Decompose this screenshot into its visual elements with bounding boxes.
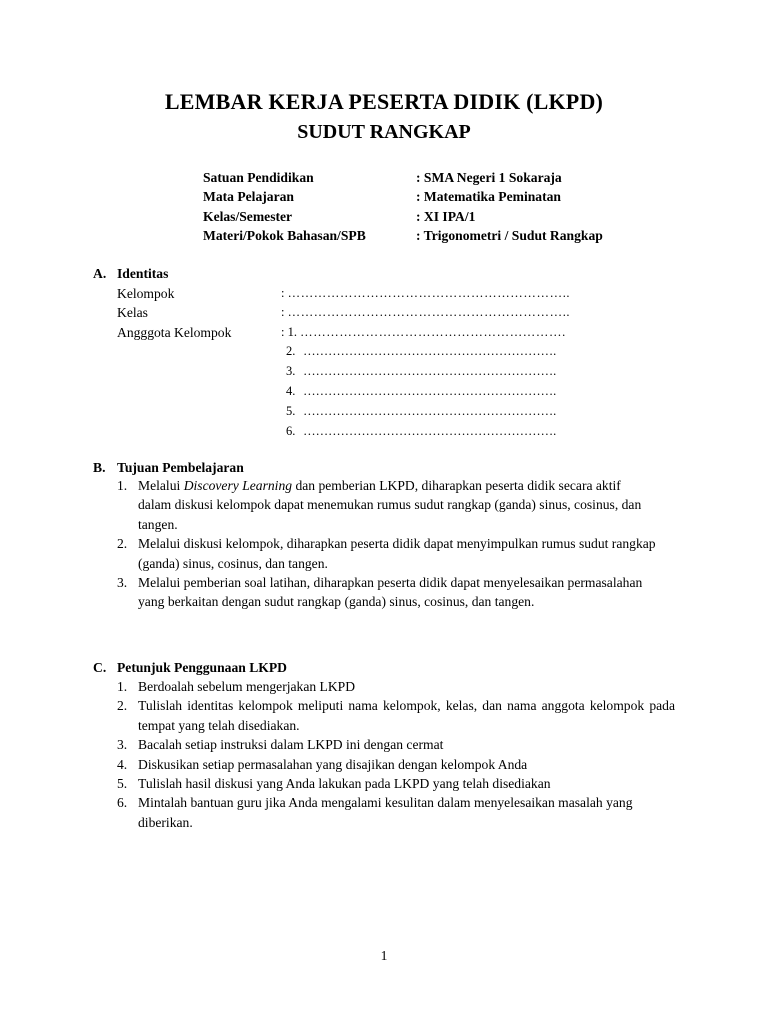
item-number: 3. (117, 737, 128, 753)
section-title: Tujuan Pembelajaran (117, 460, 244, 475)
identity-colon: : 1. (281, 324, 297, 339)
member-fill-blank[interactable] (286, 382, 556, 401)
document-title: LEMBAR KERJA PESERTA DIDIK (LKPD) (164, 89, 604, 114)
list-item (117, 755, 675, 774)
item-text: Mintalah bantuan guru jika Anda mengalami kesulitan dalam menyelesaikan masalah yang diberikan. (138, 795, 633, 830)
identity-row-kelompok (117, 284, 617, 303)
document-subtitle: SUDUT RANGKAP (297, 121, 471, 143)
list-item (117, 735, 675, 754)
meta-label: Mata Pelajaran (203, 189, 294, 205)
section-title: Identitas (117, 266, 169, 281)
item-number: 2. (117, 536, 128, 552)
identity-row-anggota (117, 323, 617, 342)
item-text-emphasis: Discovery Learning (183, 478, 293, 493)
identity-fields (117, 284, 617, 438)
meta-value: : XI IPA/1 (416, 208, 476, 224)
item-text: Melalui pemberian soal latihan, diharapkan peserta didik dapat menyelesaikan permasalahan yang berkaitan dengan sudut rangkap (ganda) sinus, cosinus, dan tangen. (138, 575, 643, 610)
member-number: 4. (286, 384, 296, 398)
dotted-line: ……………………………………………………. (303, 384, 557, 398)
dotted-line: ……………………………………………………. (303, 344, 557, 358)
meta-value: : SMA Negeri 1 Sokaraja (416, 170, 562, 185)
meta-label: Materi/Pokok Bahasan/SPB (203, 228, 366, 244)
section-a-heading (93, 264, 168, 283)
meta-label: Kelas/Semester (203, 208, 293, 224)
page-number: 1 (380, 948, 388, 963)
item-number: 4. (117, 756, 128, 772)
list-item (117, 534, 657, 573)
item-text-post: dan pemberian LKPD, diharapkan peserta didik secara aktif dalam diskusi kelompok dapat menemukan rumus sudut rangkap (ganda) sinus, cosinus, dan tangen. (138, 478, 642, 532)
list-item (117, 476, 657, 534)
member-number: 3. (286, 364, 296, 378)
identity-label: Angggota Kelompok (117, 324, 232, 340)
objectives-list (117, 476, 657, 612)
item-number: 1. (117, 478, 128, 493)
member-fill-blank[interactable] (286, 402, 556, 421)
list-item (117, 677, 675, 696)
identity-fill-blank[interactable] (281, 303, 570, 322)
item-number: 1. (117, 679, 128, 694)
member-fill-blank[interactable] (286, 422, 556, 441)
item-number: 3. (117, 575, 128, 591)
meta-row (203, 207, 683, 226)
dotted-line: ……………………………………………………….. (287, 305, 571, 320)
meta-label: Satuan Pendidikan (203, 170, 314, 185)
dotted-line: ……………………………………………………. (303, 404, 557, 418)
dotted-line: ……………………………………………………. (303, 424, 557, 438)
list-item (117, 774, 675, 793)
meta-row (203, 226, 683, 245)
section-letter: C. (93, 660, 107, 675)
identity-colon: : (281, 305, 285, 320)
member-number: 5. (286, 404, 296, 418)
item-text-pre: Melalui (138, 478, 184, 493)
section-c-heading (93, 658, 287, 677)
item-number: 2. (117, 698, 128, 714)
identity-fill-blank[interactable] (281, 284, 570, 303)
item-text: Melalui diskusi kelompok, diharapkan peserta didik dapat menyimpulkan rumus sudut rangkap (ganda) sinus, cosinus, dan tangen. (138, 536, 656, 571)
member-number: 6. (286, 424, 296, 438)
meta-row (203, 187, 683, 206)
list-item (117, 793, 675, 832)
section-letter: B. (93, 460, 106, 475)
dotted-line: ……………………………………………………. (303, 364, 557, 378)
member-number: 2. (286, 344, 296, 358)
instructions-list (117, 677, 675, 832)
member-fill-blank[interactable] (286, 342, 556, 361)
dotted-line: ……………………………………………………. (300, 324, 566, 339)
meta-value: : Trigonometri / Sudut Rangkap (416, 228, 603, 244)
section-letter: A. (93, 266, 107, 281)
identity-row-kelas (117, 303, 617, 322)
meta-row (203, 168, 683, 187)
item-text: Bacalah setiap instruksi dalam LKPD ini dengan cermat (138, 737, 444, 753)
member-fill-blank[interactable] (286, 362, 556, 381)
list-item (117, 696, 675, 735)
identity-colon: : (281, 286, 285, 300)
item-number: 6. (117, 795, 128, 811)
identity-fill-blank[interactable] (281, 323, 566, 342)
identity-label: Kelas (117, 305, 148, 321)
item-text: Tulislah identitas kelompok meliputi nama kelompok, kelas, dan nama anggota kelompok pada tempat yang telah disediakan. (138, 698, 675, 733)
list-item (117, 573, 657, 612)
item-text: Tulislah hasil diskusi yang Anda lakukan pada LKPD yang telah disediakan (138, 776, 551, 792)
item-number: 5. (117, 776, 128, 792)
item-text: Berdoalah sebelum mengerjakan LKPD (138, 679, 356, 694)
section-title: Petunjuk Penggunaan LKPD (117, 660, 287, 675)
item-text: Diskusikan setiap permasalahan yang disajikan dengan kelompok Anda (138, 756, 528, 772)
dotted-line: ……………………………………………………….. (287, 286, 571, 300)
section-b-heading (93, 458, 244, 477)
meta-table (203, 168, 683, 246)
identity-label: Kelompok (117, 286, 175, 301)
meta-value: : Matematika Peminatan (416, 189, 561, 205)
